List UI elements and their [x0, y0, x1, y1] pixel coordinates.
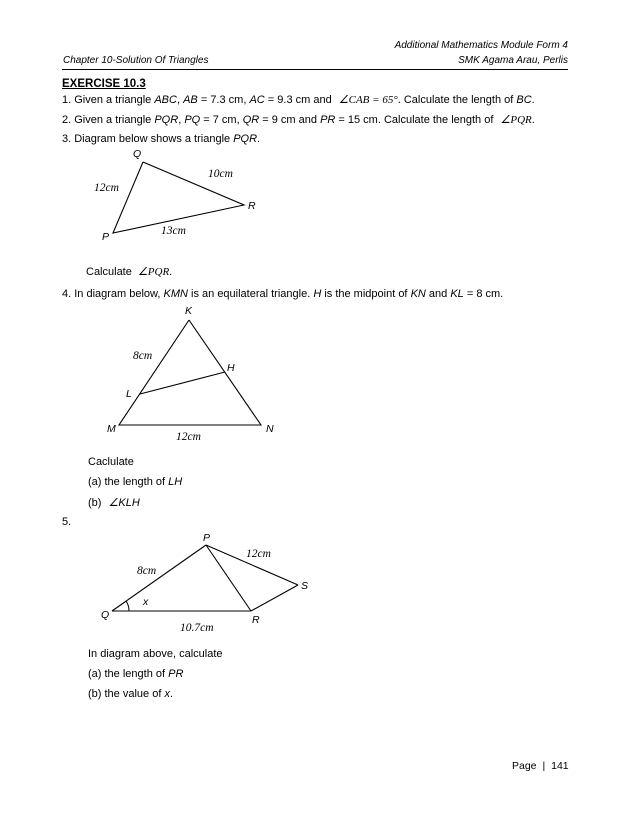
label-q4-kl-length: 8cm — [133, 350, 153, 362]
segment-rs — [251, 585, 298, 611]
label-q4-n: N — [266, 423, 274, 435]
question-5-part-a: (a) the length of PR — [88, 668, 184, 680]
question-3-ask: Calculate ∠PQR. — [86, 266, 173, 278]
label-q5-p: P — [203, 532, 211, 544]
label-q4-mn-length: 12cm — [176, 431, 201, 443]
module-title: Additional Mathematics Module Form 4 — [394, 40, 568, 51]
question-4-calc: Caclulate — [88, 456, 134, 468]
label-q5-r: R — [252, 614, 260, 626]
triangle-kmn — [119, 320, 261, 425]
question-4-part-b: (b) ∠KLH — [88, 497, 140, 509]
exercise-title: EXERCISE 10.3 — [62, 78, 146, 90]
label-q5-pq-length: 8cm — [137, 565, 157, 577]
label-q3-pq-length: 12cm — [94, 182, 119, 194]
school-name: SMK Agama Arau, Perlis — [458, 55, 568, 66]
angle-pqr: ∠PQR — [500, 114, 532, 126]
label-q5-x: x — [143, 596, 149, 608]
chapter-title: Chapter 10-Solution Of Triangles — [63, 55, 209, 66]
angle-x-arc — [126, 601, 129, 611]
page-footer: Page | 141 — [512, 760, 569, 772]
question-4: 4. In diagram below, KMN is an equilateral triangle. H is the midpoint of KN and KL = 8 cm. — [62, 288, 504, 300]
label-q5-s: S — [301, 580, 309, 592]
label-q4-h: H — [227, 362, 235, 374]
angle-cab: ∠CAB = 65° — [338, 94, 398, 106]
label-q3-p: P — [102, 231, 110, 243]
question-5-part-b: (b) the value of x. — [88, 688, 173, 700]
label-q4-l: L — [126, 388, 132, 400]
label-q5-ps-length: 12cm — [246, 548, 271, 560]
label-q4-m: M — [107, 423, 116, 435]
label-q3-r: R — [248, 200, 256, 212]
question-5-intro: In diagram above, calculate — [88, 648, 223, 660]
label-q3-qr-length: 10cm — [208, 168, 233, 180]
label-q5-qr-length: 10.7cm — [180, 622, 214, 634]
label-q5-q: Q — [101, 609, 110, 621]
question-4-part-a: (a) the length of LH — [88, 476, 183, 488]
label-q3-pr-length: 13cm — [161, 225, 186, 237]
label-q3-q: Q — [133, 148, 142, 160]
question-5-number: 5. — [62, 516, 72, 528]
label-q4-k: K — [185, 305, 193, 317]
question-3: 3. Diagram below shows a triangle PQR. — [62, 133, 261, 145]
question-1: 1. Given a triangle ABC, AB = 7.3 cm, AC = 9.3 cm and ∠CAB = 65°. Calculate the length of BC. — [62, 94, 535, 106]
question-2: 2. Given a triangle PQR, PQ = 7 cm, QR = 9 cm and PR = 15 cm. Calculate the length of ∠PQR. — [62, 114, 535, 126]
